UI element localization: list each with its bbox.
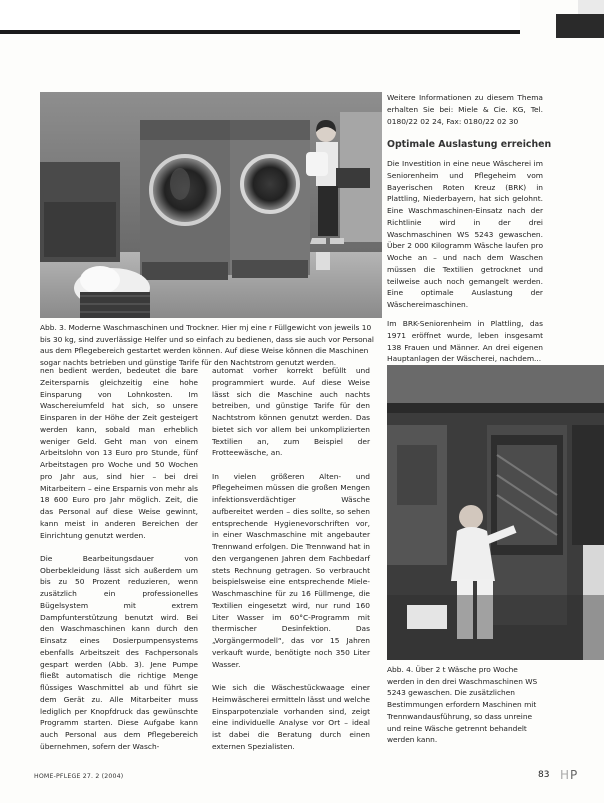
laundry-room-photo	[387, 365, 604, 660]
header-white-band	[0, 0, 520, 30]
paragraph: automat vorher korrekt befüllt und programmiert wurde. Auf diese Weise lässt sich die Maschine auch nachts betreiben, und günstige Tarife für den Nachtstrom können genutzt werden. Das bietet sich vor allem bei unkomplizierten Textilien an, zum Beispiel der Frotteewäsche, an.	[212, 366, 370, 458]
journal-reference: HOME-PFLEGE 27. 2 (2004)	[34, 773, 124, 780]
right-column-intro: Weitere Informationen zu diesem Thema erhalten Sie bei: Miele & Cie. KG, Tel. 0180/22 02 24, Fax: 0180/22 02 30	[387, 93, 543, 126]
laundry-room-photo-graphic	[387, 365, 604, 660]
article-column-2	[212, 365, 370, 765]
figure-caption-top: Abb. 3. Moderne Waschmaschinen und Trockner. Hier mj eine r Füllgewicht von jeweils 10 bis 30 kg, sind zuverlässige Helfer und so einfach zu bedienen, dass sie auch vor Personal aus dem Pflegebereich gestartet werden können. Auf diese Weise können die Maschinen sogar nachts betrieben und günstige Tarife für den Nachtstrom genutzt werden.	[40, 323, 374, 368]
laundry-machines-photo-graphic	[40, 92, 382, 318]
section-heading: Optimale Auslastung erreichen	[387, 139, 552, 150]
page-number: 83	[538, 770, 550, 780]
header-rule	[0, 30, 520, 34]
paragraph: In vielen größeren Alten- und Pflegeheimen müssen die großen Mengen infektionsverdächtiger Wäsche aufbereitet werden – dies sollte, so sehen entsprechende Hygienevorschriften vor, in einer Waschmaschine mit angebauter Trennwand erfolgen. Die Trennwand hat in den vergangenen Jahren dem Fachbedarf stets Rechnung getragen. So verbraucht beispielsweise eine entsprechende Miele-Waschmaschine für zu 16 Füllmenge, die Textilien eingesetzt wird, nur rund 160 Liter Wasser im 60°C-Programm mit thermischer Desinfektion. Das „Vorgängermodell“, das vor 15 Jahren verkauft wurde, benötigte noch 350 Liter Wasser.	[212, 471, 370, 669]
article-column-1	[40, 365, 198, 765]
paragraph: Die Bearbeitungsdauer von Oberbekleidung lässt sich außerdem um bis zu 50 Prozent reduzieren, wenn zusätzlich ein professionelles Bügelsystem mit extrem Dampfunterstützung benutzt wird. Bei den Waschmaschinen kann durch den Einsatz eines Dosierpumpensystems ebenfalls Arbeitszeit des Fachpersonals gespart werden (Abb. 3). Jene Pumpe fließt automatisch die richtige Menge flüssiges Waschmittel ab und führt sie dem Gerät zu. Alle Mitarbeiter muss lediglich per Knopfdruck das gewünschte Programm starten. Diese Aufgabe kann auch Personal aus dem Pflegebereich übernehmen, sofern der Wasch-	[40, 553, 198, 751]
paragraph: nen bedient werden, bedeutet die bare Zeitersparnis gleichzeitig eine hohe Einsparung von Lohnkosten. Im Waschereiumfeld hat sich, so unsere Einsparen in der Höhe der Zeit gesteigert werden kann, sobald man erheblich weniger Geld. Geht man von einem Arbeitslohn von 13 Euro pro Stunde, fünf Arbeitstagen pro Woche und 50 Wochen pro Jahr aus, sind hier – bei drei Mitarbeitern – eine Ersparnis von mehr als 18 600 Euro pro Jahr möglich. Zeit, die das Personal auf diese Weise gewinnt, kann meist in anderen Bereichen der Einrichtung genutzt werden.	[40, 366, 198, 540]
logo-letter-h: H	[560, 768, 571, 782]
section-tab	[556, 14, 604, 38]
paragraph: Wie sich die Wäschestückwaage einer Heimwäscherei ermitteln lässt und welche Einsparpotenziale vorhanden sind, zeigt eine individuelle Analyse vor Ort – ideal ist dabei die Beratung durch einen externen Spezialisten.	[212, 683, 370, 751]
right-column-body: Die Investition in eine neue Wäscherei im Seniorenheim und Pflegeheim vom Bayerischen Roten Kreuz (BRK) in Plattling, Niederbayern, hat sich gelohnt. Eine Waschmaschinen-Einsatz nach der Richtlinie wird in der drei Waschmaschinen WS 5243 gewaschen. Über 2 000 Kilogramm Wäsche laufen pro Woche an – und nach dem Waschen müssen die Textilien getrocknet und teilweise auch noch gemangelt werden. Eine optimale Auslastung der Wäschereimaschinen.	[387, 159, 543, 309]
laundry-machines-photo	[40, 92, 382, 318]
logo-letter-p: P	[570, 768, 579, 782]
journal-logo	[560, 768, 578, 782]
figure-caption-bottom: Abb. 4. Über 2 t Wäsche pro Woche werden in den drei Waschmaschinen WS 5243 gewaschen. Die zusätzlichen Bestimmungen erfordern Maschinen mit Trennwandausführung, so dass unreine und reine Wäsche getrennt behandelt werden kann.	[387, 665, 538, 745]
corner-notch	[578, 0, 604, 14]
right-column-body-2: Im BRK-Seniorenheim in Plattling, das 1971 eröffnet wurde, leben insgesamt 138 Frauen und Männer. An drei eigenen Hauptanlagen der Wäscherei, nachdem...	[387, 319, 543, 364]
